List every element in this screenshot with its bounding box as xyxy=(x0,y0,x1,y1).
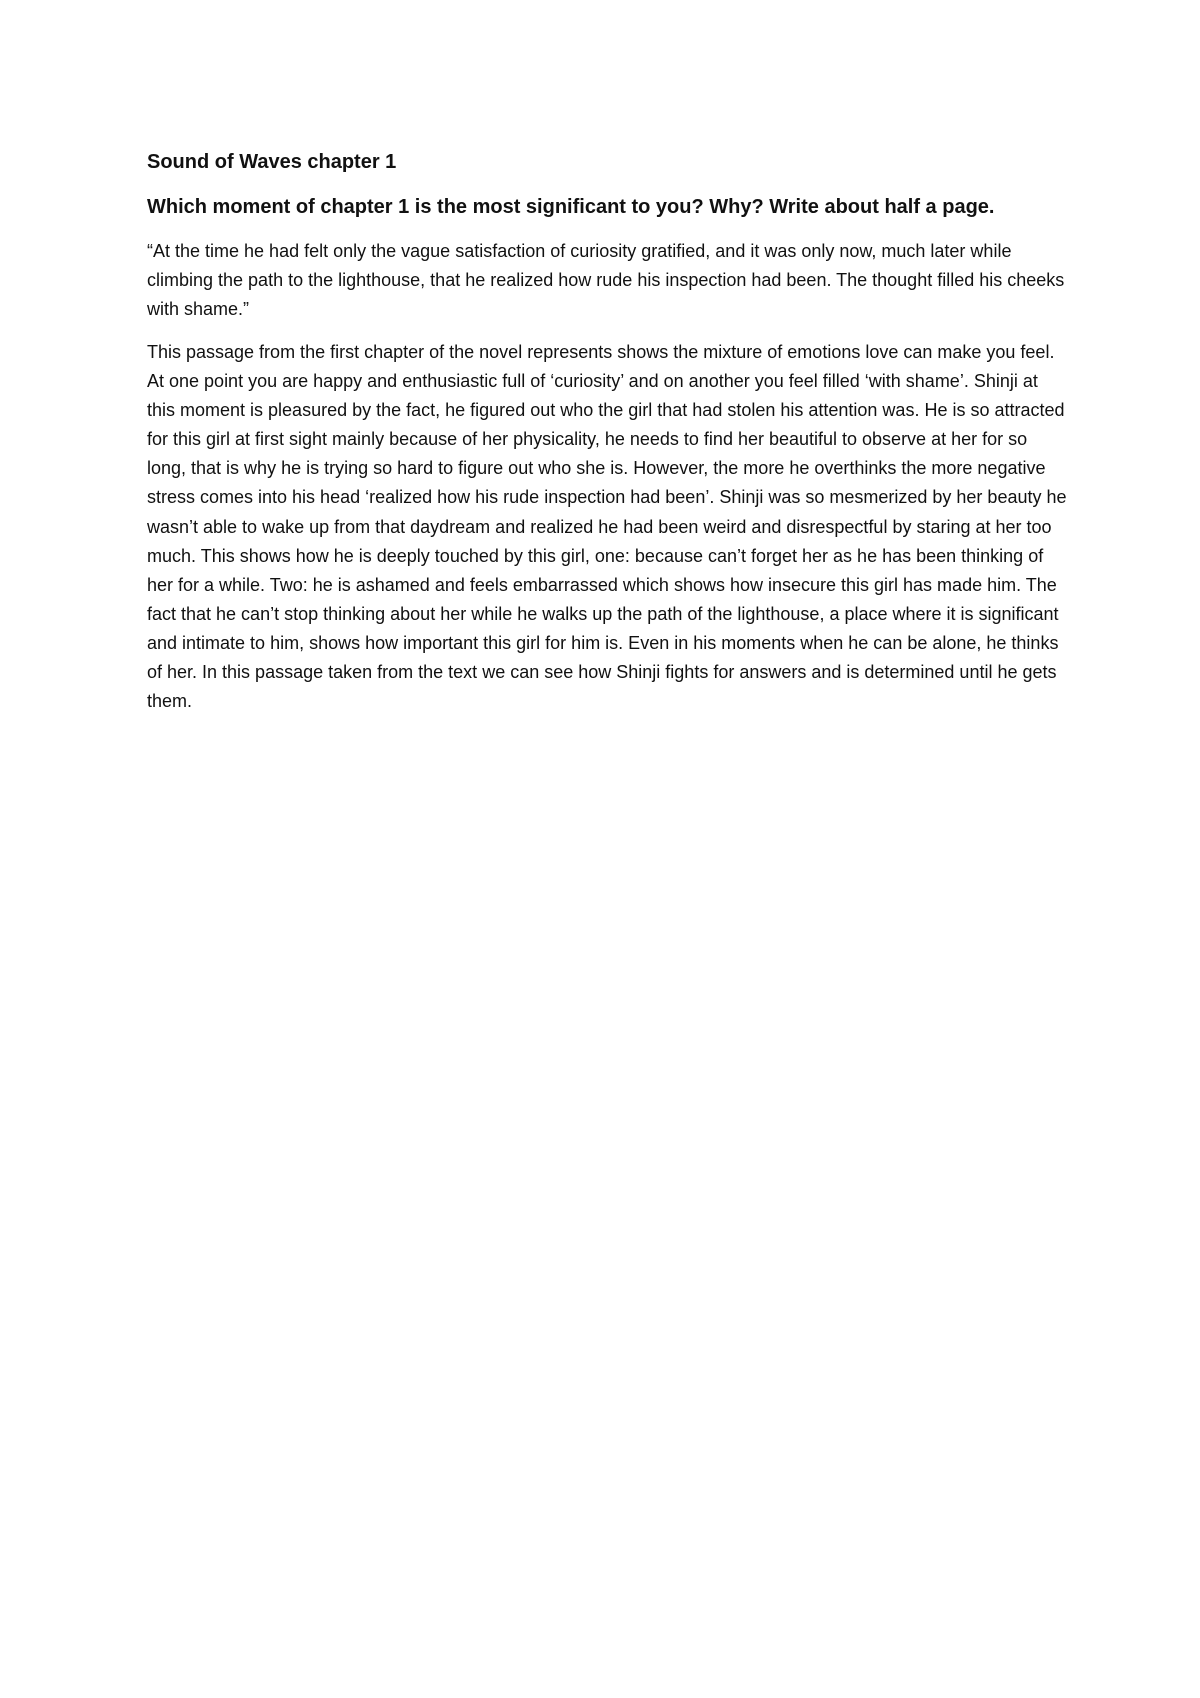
quoted-passage: “At the time he had felt only the vague satisfaction of curiosity gratified, and it was only now, much later while climbing the path to the lighthouse, that he realized how rude his inspection had been. The thought filled his cheeks with shame.” xyxy=(147,241,1065,319)
document-page xyxy=(147,148,1067,716)
response-paragraph: This passage from the first chapter of the novel represents shows the mixture of emotions love can make you feel. At one point you are happy and enthusiastic full of ‘curiosity’ and on another you feel filled ‘with shame’. Shinji at this moment is pleasured by the fact, he figured out who the girl that had stolen his attention was. He is so attracted for this girl at first sight mainly because of her physicality, he needs to find her beautiful to observe at her for so long, that is why he is trying so hard to figure out who she is. However, the more he overthinks the more negative stress comes into his head ‘realized how his rude inspection had been’. Shinji was so mesmerized by her beauty he wasn’t able to wake up from that daydream and realized he had been weird and disrespectful by staring at her too much. This shows how he is deeply touched by this girl, one: because can’t forget her as he has been thinking of her for a while. Two: he is ashamed and feels embarrassed which shows how insecure this girl has made him. The fact that he can’t stop thinking about her while he walks up the path of the lighthouse, a place where it is significant and intimate to him, shows how important this girl for him is. Even in his moments when he can be alone, he thinks of her. In this passage taken from the text we can see how Shinji fights for answers and is determined until he gets them. xyxy=(147,342,1067,712)
document-title: Sound of Waves chapter 1 xyxy=(147,151,397,173)
assignment-question: Which moment of chapter 1 is the most significant to you? Why? Write about half a page. xyxy=(147,196,995,218)
